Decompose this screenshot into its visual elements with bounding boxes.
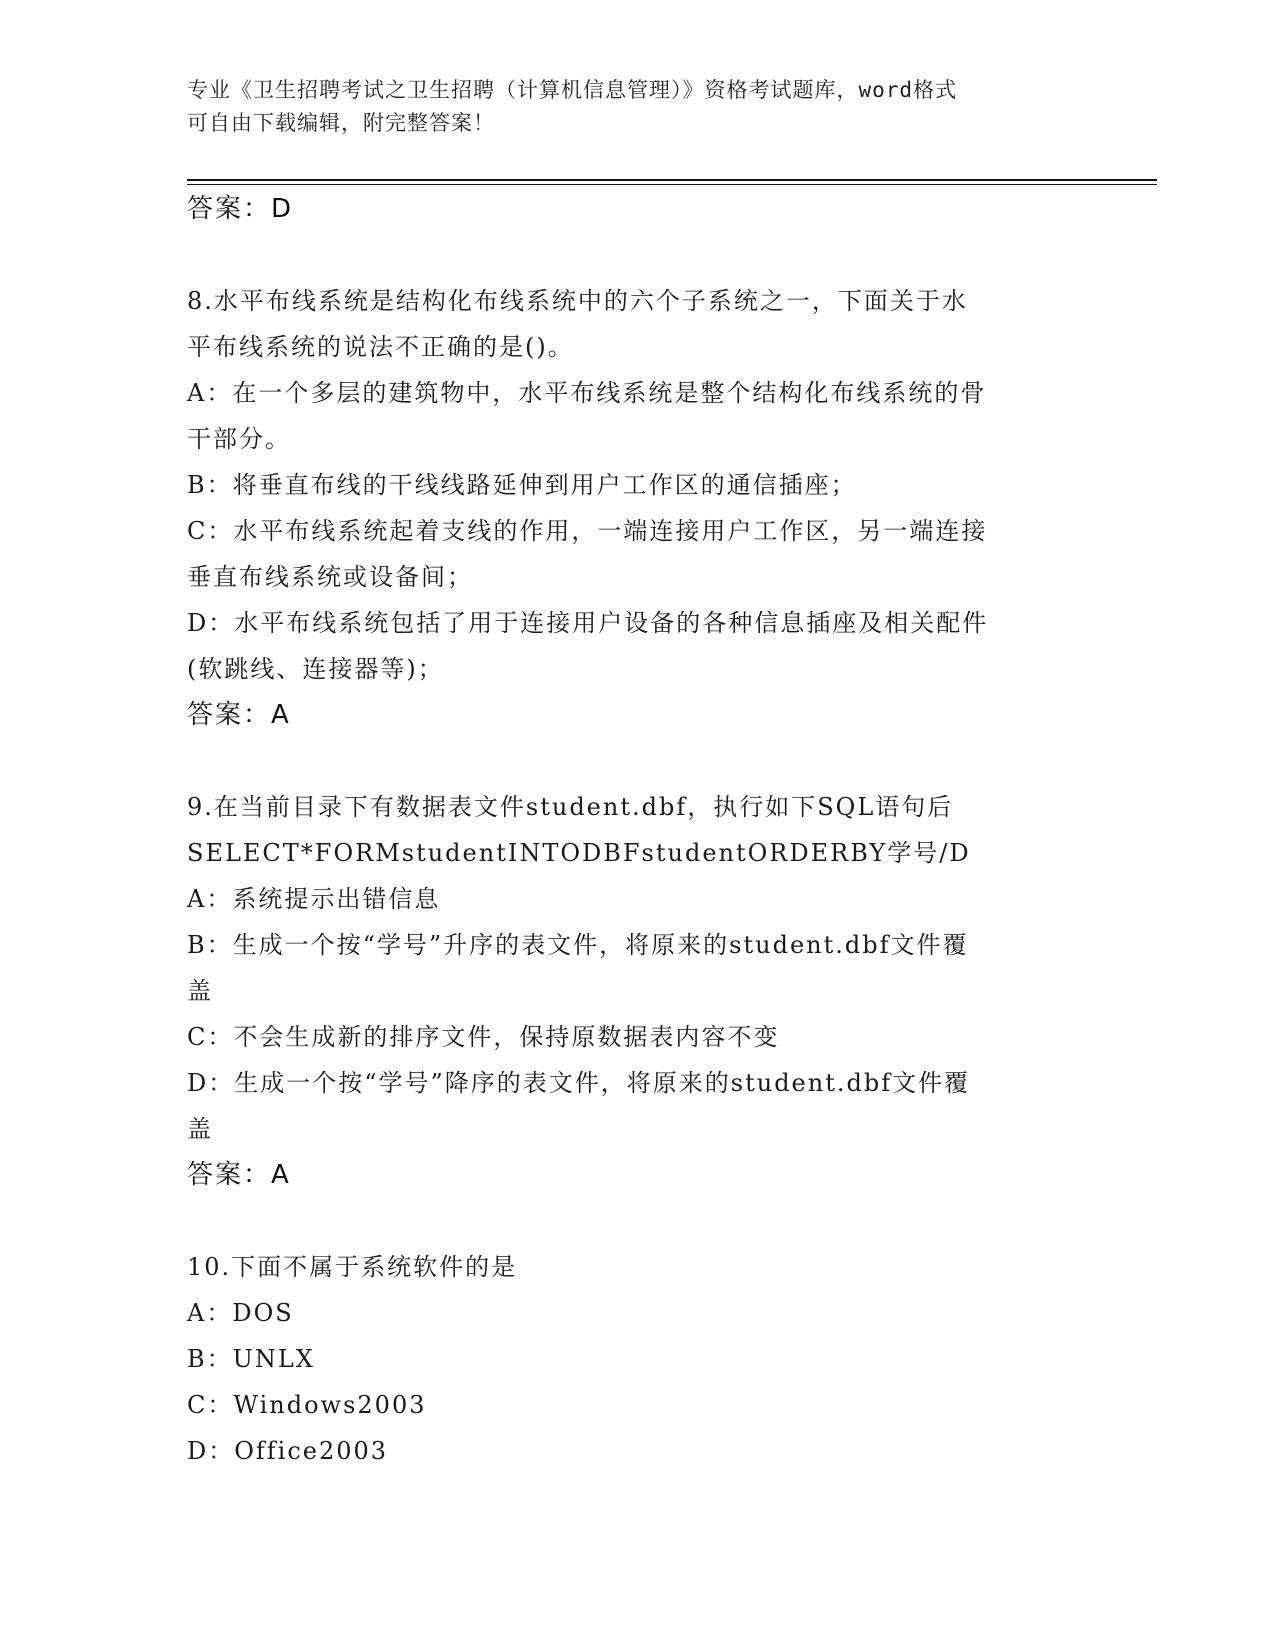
question-list xyxy=(187,186,1087,1474)
header-divider-thick xyxy=(187,179,1157,181)
option-b: B：生成一个按“学号”升序的表文件，将原来的student.dbf文件覆 xyxy=(187,931,969,959)
option-b: B：将垂直布线的干线线路延伸到用户工作区的通信插座； xyxy=(187,471,857,499)
previous-answer: 答案：D xyxy=(187,194,294,224)
answer: 答案：A xyxy=(187,1160,291,1190)
header-divider-thin xyxy=(187,184,1157,185)
option-a: A：系统提示出错信息 xyxy=(187,885,441,913)
option-b: 盖 xyxy=(187,977,213,1005)
header-line-2: 可自由下载编辑，附完整答案！ xyxy=(187,111,495,135)
answer: 答案：A xyxy=(187,700,291,730)
option-d: D：生成一个按“学号”降序的表文件，将原来的student.dbf文件覆 xyxy=(187,1069,971,1097)
document-header xyxy=(187,74,1067,140)
option-c: 垂直布线系统或设备间； xyxy=(187,563,473,591)
option-d: D：水平布线系统包括了用于连接用户设备的各种信息插座及相关配件 xyxy=(187,609,989,637)
question-stem: 10.下面不属于系统软件的是 xyxy=(187,1253,518,1281)
question-stem: 9.在当前目录下有数据表文件student.dbf，执行如下SQL语句后 xyxy=(187,793,954,821)
question-stem: 平布线系统的说法不正确的是()。 xyxy=(187,333,574,361)
question-9 xyxy=(187,784,1087,1198)
question-8 xyxy=(187,278,1087,738)
option-c: C：水平布线系统起着支线的作用，一端连接用户工作区，另一端连接 xyxy=(187,517,988,545)
option-d: D：Office2003 xyxy=(187,1437,389,1465)
question-stem: SELECT*FORMstudentINTODBFstudentORDERBY学号/D xyxy=(187,839,971,867)
option-c: C：不会生成新的排序文件，保持原数据表内容不变 xyxy=(187,1023,780,1051)
option-d: (软跳线、连接器等)； xyxy=(187,655,444,683)
spacer xyxy=(187,232,1087,278)
spacer xyxy=(187,1198,1087,1244)
option-a: A：DOS xyxy=(187,1299,294,1327)
question-stem: 8.水平布线系统是结构化布线系统中的六个子系统之一，下面关于水 xyxy=(187,287,968,315)
option-b: B：UNLX xyxy=(187,1345,315,1373)
question-10 xyxy=(187,1244,1087,1474)
option-d: 盖 xyxy=(187,1115,213,1143)
option-c: C：Windows2003 xyxy=(187,1391,427,1419)
spacer xyxy=(187,738,1087,784)
option-a: A：在一个多层的建筑物中，水平布线系统是整个结构化布线系统的骨 xyxy=(187,379,987,407)
option-a: 干部分。 xyxy=(187,425,291,453)
header-line-1: 专业《卫生招聘考试之卫生招聘（计算机信息管理）》资格考试题库，word格式 xyxy=(187,78,958,102)
